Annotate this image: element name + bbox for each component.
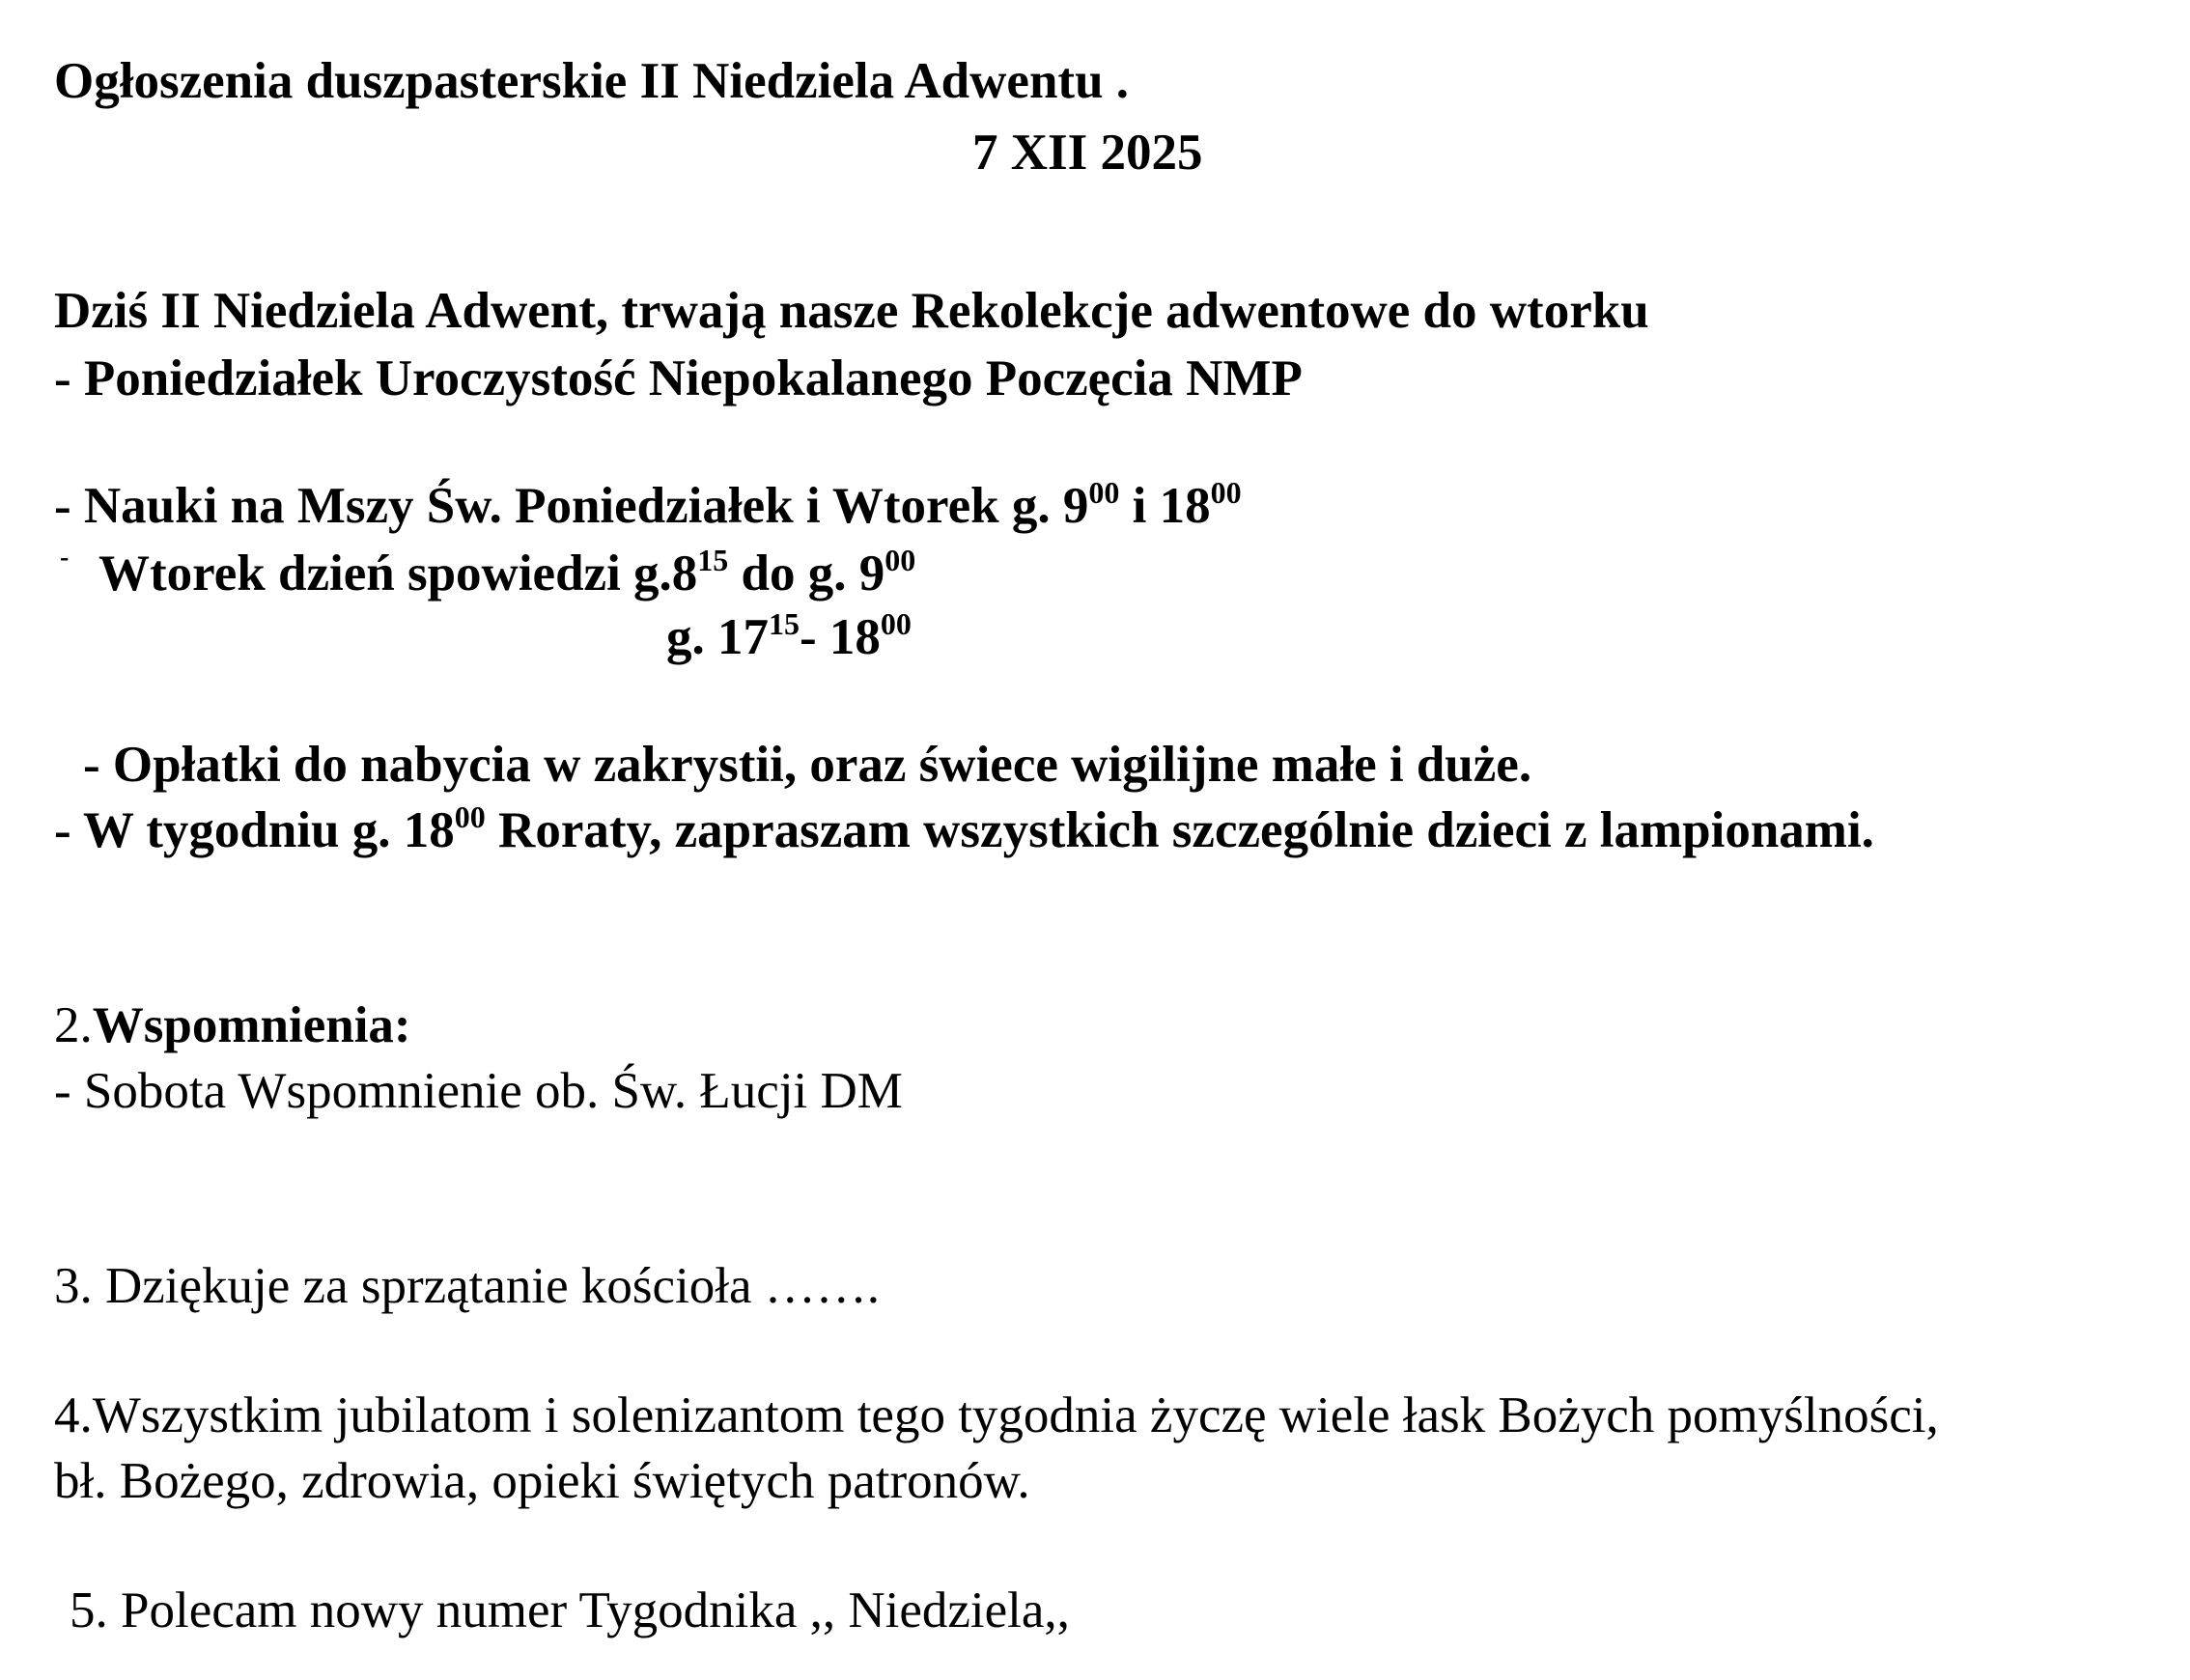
wishes-line-1: 4.Wszystkim jubilatom i solenizantom tego tygodnia życzę wiele łask Bożych pomyślności, bbox=[54, 1387, 1939, 1443]
memorials-heading bbox=[54, 997, 411, 1053]
confession2-mid: - 18 bbox=[800, 609, 881, 665]
confession-dash: - bbox=[60, 543, 70, 573]
confession-sup-2: 00 bbox=[884, 543, 916, 577]
document-date: 7 XII 2025 bbox=[972, 125, 1203, 181]
memorials-title: Wspomnienia: bbox=[92, 997, 411, 1053]
wafers-line: - Opłatki do nabycia w zakrystii, oraz świece wigilijne małe i duże. bbox=[83, 737, 1532, 793]
teachings-mid: i 18 bbox=[1119, 478, 1211, 534]
confession-text: Wtorek dzień spowiedzi g.8 bbox=[98, 546, 698, 602]
rorate-sup: 00 bbox=[454, 799, 486, 834]
monday-line: - Poniedziałek Uroczystość Niepokalanego Poczęcia NMP bbox=[54, 350, 1303, 406]
confession-line-2 bbox=[666, 606, 912, 665]
memorial-item: - Sobota Wspomnienie ob. Św. Łucji DM bbox=[54, 1063, 903, 1119]
rorate-suffix: Roraty, zapraszam wszystkich szczególnie dzieci z lampionami. bbox=[485, 802, 1874, 858]
confession2-text: g. 17 bbox=[666, 609, 769, 665]
rorate-line bbox=[54, 799, 1874, 858]
wishes-line-2: bł. Bożego, zdrowia, opieki świętych patronów. bbox=[54, 1453, 1030, 1509]
confession-line bbox=[98, 543, 916, 602]
weekly-line: 5. Polecam nowy numer Tygodnika ,, Niedziela,, bbox=[70, 1582, 1070, 1638]
teachings-line bbox=[54, 475, 1242, 534]
rorate-text: - W tygodniu g. 18 bbox=[54, 802, 455, 858]
confession-sup-1: 15 bbox=[697, 543, 729, 577]
document-title: Ogłoszenia duszpasterskie II Niedziela Adwentu . bbox=[54, 53, 1130, 109]
teachings-sup-2: 00 bbox=[1210, 475, 1242, 510]
intro-line: Dziś II Niedziela Adwent, trwają nasze Rekolekcje adwentowe do wtorku bbox=[54, 283, 1649, 339]
teachings-text: - Nauki na Mszy Św. Poniedziałek i Wtorek g. 9 bbox=[54, 478, 1089, 534]
thanks-line: 3. Dziękuje za sprzątanie kościoła ……. bbox=[54, 1258, 881, 1314]
memorials-number: 2. bbox=[54, 997, 93, 1053]
teachings-sup-1: 00 bbox=[1088, 475, 1120, 510]
confession2-sup-2: 00 bbox=[880, 606, 912, 641]
confession2-sup-1: 15 bbox=[769, 606, 800, 641]
confession-mid: do g. 9 bbox=[728, 546, 885, 602]
